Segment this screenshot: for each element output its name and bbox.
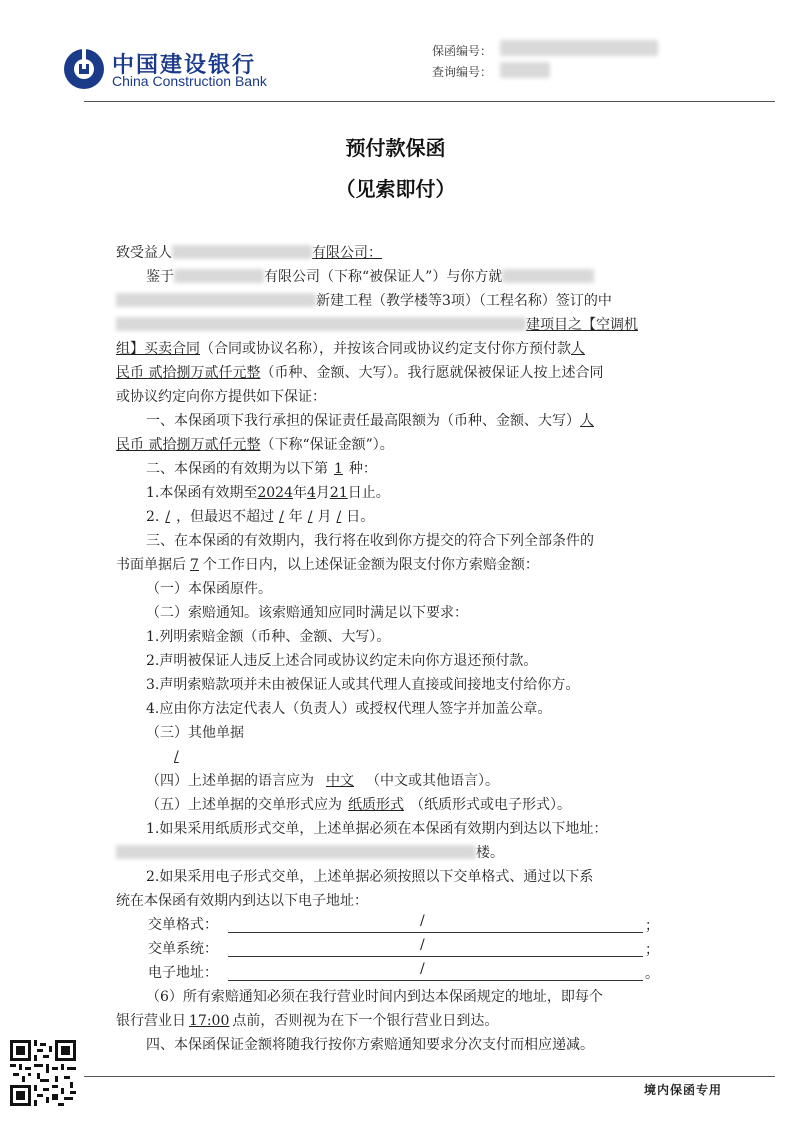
- clause-1-tail: （下称“保证金额”）。: [260, 437, 394, 453]
- para-whereas-2: [116, 291, 612, 311]
- clause-3-line1: 三、在本保函的有效期内，我行将在收到你方提交的符合下列全部条件的: [146, 533, 594, 549]
- item-original: （一）本保函原件。: [146, 581, 272, 597]
- field-format-underline: [228, 932, 643, 933]
- para-whereas-3: [116, 315, 638, 335]
- clause-4-line: 四、本保函保证金额将随我行按你方索赔通知要求分次支付而相应递减。: [146, 1037, 594, 1053]
- query-no-label: 查询编号：: [432, 65, 493, 79]
- addressee-prefix: 致受益人: [116, 245, 172, 261]
- ccb-logo-icon: [62, 47, 106, 91]
- para-whereas-5: [116, 363, 603, 383]
- alt-day-label: 日。: [346, 509, 375, 525]
- alt-year: /: [279, 509, 284, 525]
- clause-3-line2: [116, 555, 539, 575]
- req-2: 2.声明被保证人违反上述合同或协议约定未向你方退还预付款。: [146, 653, 538, 669]
- contract-desc: （合同或协议名称），并按该合同或协议约定支付你方预付款: [200, 341, 571, 357]
- day-label: 日止。: [347, 485, 390, 501]
- validity-prefix: 1.本保函有效期至: [146, 485, 258, 501]
- whereas-prefix: 鉴于: [146, 269, 174, 285]
- electronic-submit-line2: 统在本保函有效期内到达以下电子地址：: [116, 893, 368, 909]
- clause-1-line2: [116, 435, 394, 455]
- alt-text: ，但最迟不超过: [176, 509, 275, 525]
- redacted-project-2: [116, 293, 316, 307]
- language-value: 中文: [326, 773, 354, 789]
- bank-name-en: China Construction Bank: [112, 73, 267, 89]
- paper-address-line: [116, 843, 504, 863]
- field-address-label: 电子地址：: [148, 965, 218, 981]
- redacted-principal: [174, 269, 264, 283]
- clause-2-tail: 种：: [348, 461, 377, 477]
- clause-3-prefix: 书面单据后: [116, 557, 186, 573]
- format-value: 纸质形式: [348, 797, 404, 813]
- validity-year: 2024: [257, 485, 293, 501]
- field-format-end: ；: [645, 918, 659, 934]
- item-other-docs: （三）其他单据: [146, 725, 244, 741]
- clause-2-line: [146, 459, 377, 479]
- item-claim-notice: （二）索赔通知。该索赔通知应同时满足以下要求：: [146, 605, 468, 621]
- address-tail: 楼。: [476, 845, 504, 861]
- redacted-beneficiary: [172, 245, 312, 259]
- format-tail: （纸质形式或电子形式）。: [410, 797, 571, 813]
- alt-month-label: 月: [317, 509, 332, 525]
- contract-name-2: 组】买卖合同: [116, 341, 200, 357]
- other-docs-value: /: [174, 749, 179, 765]
- clause-6-line1: （6）所有索赔通知必须在我行营业时间内到达本保函规定的地址，即每个: [146, 989, 603, 1005]
- alt-day: /: [336, 509, 342, 525]
- req-4: 4.应由你方法定代表人（负责人）或授权代理人签字并加盖公章。: [146, 701, 552, 717]
- req-3: 3.声明索赔款项并未由被保证人或其代理人直接或间接地支付给你方。: [146, 677, 580, 693]
- validity-option: 1: [334, 461, 343, 477]
- amount-desc: （币种、金额、大写）。我行愿就保被保证人按上述合同: [260, 365, 604, 381]
- year-label: 年: [293, 485, 307, 501]
- validity-day: 21: [329, 485, 348, 501]
- paper-submit-line: 1.如果采用纸质形式交单，上述单据必须在本保函有效期内到达以下地址：: [146, 821, 608, 837]
- language-tail: （中文或其他语言）。: [366, 773, 499, 789]
- doc-title: 预付款保函: [345, 136, 446, 160]
- validity-alt-line: [146, 507, 374, 527]
- alt-month: /: [307, 509, 313, 525]
- addressee-line: [116, 243, 382, 263]
- field-format-value: /: [420, 913, 425, 929]
- format-prefix: （五）上述单据的交单形式应为: [146, 797, 342, 813]
- max-amount: 民币 贰拾捌万贰仟元整: [116, 437, 261, 453]
- redacted-query-no: [500, 62, 550, 78]
- clause-6-line2: [116, 1011, 498, 1031]
- redacted-project: [502, 269, 594, 283]
- clause-2-text: 二、本保函的有效期为以下第: [146, 461, 328, 477]
- validity-date-line: [146, 483, 390, 503]
- cutoff-time: 17:00: [189, 1013, 230, 1029]
- validity-month: 4: [307, 485, 316, 501]
- alt-year-label: 年: [288, 509, 303, 525]
- req-1: 1.列明索赔金额（币种、金额、大写）。: [146, 629, 391, 645]
- clause-1-amount-prefix: 人: [580, 413, 594, 429]
- whereas-principal: 有限公司（下称“被保证人”）与你方就: [264, 269, 503, 285]
- item-format: [146, 795, 571, 815]
- qr-code-icon: [10, 1040, 76, 1106]
- footer-divider: [84, 1076, 775, 1077]
- clause-3-tail: 个工作日内，以上述保证金额为限支付你方索赔金额：: [202, 557, 539, 573]
- language-prefix: （四）上述单据的语言应为: [146, 773, 314, 789]
- bank-name-cn: 中国建设银行: [112, 53, 257, 78]
- field-address-underline: [228, 980, 643, 981]
- redacted-guarantee-no: [500, 40, 658, 56]
- alt-blank-1: /: [165, 509, 171, 525]
- other-docs-blank: [146, 747, 199, 767]
- field-system-underline: [228, 956, 643, 957]
- doc-subtitle: （见索即付）: [335, 177, 456, 201]
- month-label: 月: [315, 485, 330, 501]
- header-divider: [84, 101, 775, 102]
- clause-1-line1: [146, 411, 594, 431]
- contract-name-1: 建项目之【空调机: [526, 317, 638, 333]
- field-system-label: 交单系统：: [148, 941, 218, 957]
- business-day-tail: 点前，否则视为在下一个银行营业日到达。: [232, 1013, 499, 1029]
- field-system-end: ；: [645, 942, 659, 958]
- amount-prefix: 人: [571, 341, 585, 357]
- clause-1-text: 一、本保函项下我行承担的保证责任最高限额为（币种、金额、大写）: [146, 413, 580, 429]
- para-whereas-6: 或协议约定向你方提供如下保证：: [116, 389, 326, 405]
- project-desc: 新建工程（教学楼等3项）（工程名称）签订的中: [316, 293, 612, 309]
- field-address-value: /: [420, 961, 425, 977]
- field-format-label: 交单格式：: [148, 917, 218, 933]
- addressee-tail: 有限公司：: [312, 245, 382, 261]
- alt-prefix: 2.: [146, 509, 160, 525]
- electronic-submit-line1: 2.如果采用电子形式交单，上述单据必须按照以下交单格式、通过以下系: [146, 869, 594, 885]
- field-address-end: 。: [645, 966, 659, 982]
- para-whereas-4: [116, 339, 585, 359]
- footer-label: 境内保函专用: [644, 1083, 723, 1097]
- para-whereas-1: [146, 267, 594, 287]
- guarantee-no-label: 保函编号：: [432, 44, 493, 58]
- working-days: 7: [190, 557, 199, 573]
- advance-amount: 民币 贰拾捌万贰仟元整: [116, 365, 261, 381]
- redacted-address: [116, 845, 476, 859]
- field-system-value: /: [420, 937, 425, 953]
- item-language: [146, 771, 499, 791]
- business-day-prefix: 银行营业日: [116, 1013, 186, 1029]
- redacted-contract: [116, 317, 526, 331]
